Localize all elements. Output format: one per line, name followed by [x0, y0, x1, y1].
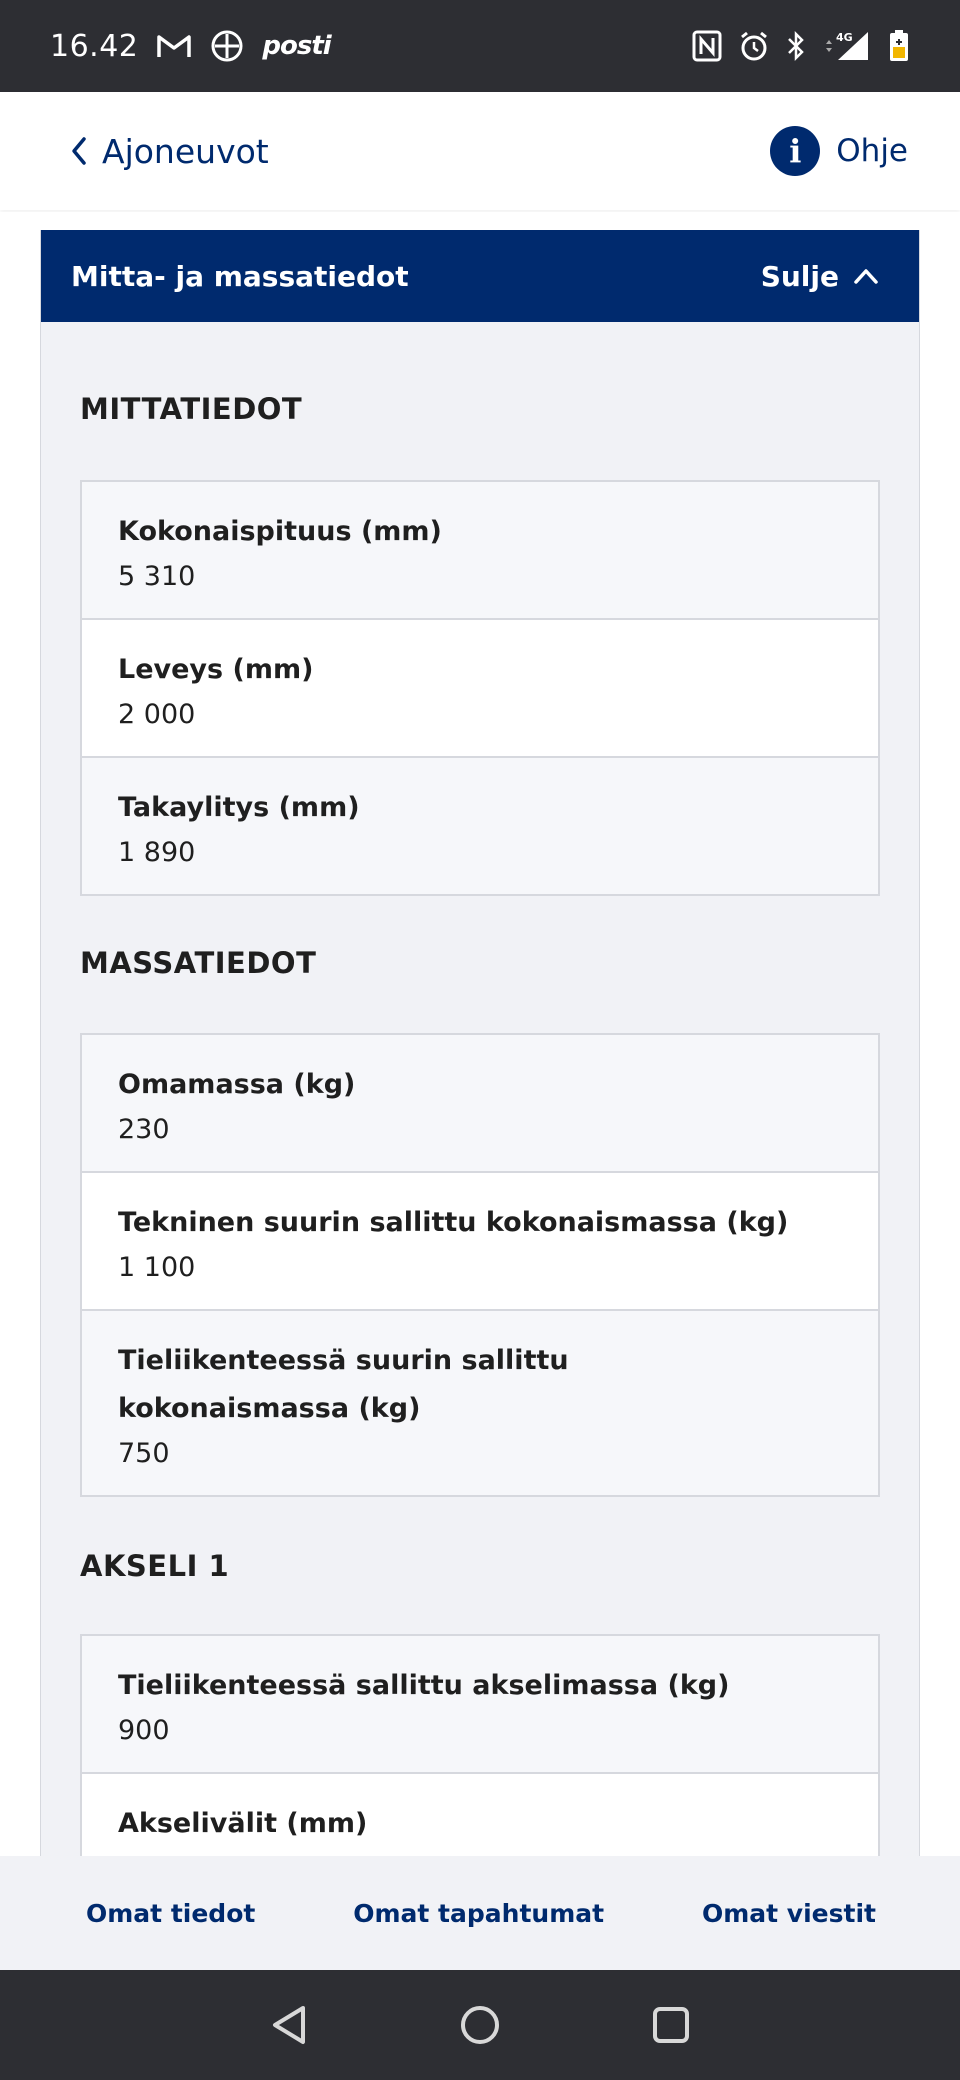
row-value: 2 000	[118, 699, 196, 730]
row-label: Tieliikenteessä sallittu akselimassa (kg)	[118, 1670, 730, 1701]
row-label: Omamassa (kg)	[118, 1069, 356, 1100]
accordion-title: Mitta- ja massatiedot	[71, 259, 409, 293]
app-header	[0, 92, 960, 210]
table-row	[82, 482, 878, 620]
table-row	[82, 1035, 878, 1173]
data-table-mittatiedot	[80, 480, 880, 896]
section-heading-massatiedot: MASSATIEDOT	[80, 946, 317, 980]
signal-icon	[822, 30, 872, 62]
back-button[interactable]	[70, 132, 269, 171]
nfc-icon	[692, 30, 722, 62]
help-button[interactable]	[770, 126, 908, 176]
network-type-label: 4G	[836, 31, 853, 44]
status-time: 16.42	[50, 28, 139, 64]
alarm-icon	[738, 30, 770, 62]
table-row	[82, 758, 878, 894]
posti-icon: posti	[262, 31, 331, 61]
square-recents-icon	[651, 2005, 691, 2045]
accordion-panel	[40, 230, 920, 1930]
row-label: Tekninen suurin sallittu kokonaismassa (kg)	[118, 1207, 789, 1238]
row-value: 750	[118, 1438, 170, 1469]
nav-omat-tiedot[interactable]: Omat tiedot	[86, 1898, 256, 1928]
circle-home-icon	[459, 2004, 501, 2046]
system-recents-button[interactable]	[651, 2005, 691, 2045]
content-area[interactable]	[0, 212, 960, 1855]
status-right	[692, 29, 910, 63]
section-heading-akseli: AKSELI 1	[80, 1549, 230, 1583]
bottom-nav	[0, 1856, 960, 1970]
accordion-header[interactable]	[41, 230, 919, 322]
accordion-close-label: Sulje	[760, 259, 839, 293]
row-label: Takaylitys (mm)	[118, 792, 360, 823]
chevron-up-icon	[853, 267, 879, 285]
accordion-body	[41, 322, 919, 1912]
data-table-massatiedot	[80, 1033, 880, 1497]
section-heading-mittatiedot: MITTATIEDOT	[80, 392, 303, 426]
help-label: Ohje	[836, 133, 908, 169]
app-icon	[210, 29, 244, 63]
nav-omat-tapahtumat[interactable]: Omat tapahtumat	[353, 1898, 605, 1928]
row-value: 5 310	[118, 561, 196, 592]
gmail-icon	[156, 32, 192, 60]
row-value: 1 890	[118, 837, 196, 868]
triangle-back-icon	[269, 2004, 309, 2046]
status-bar	[0, 0, 960, 92]
table-row	[82, 1636, 878, 1774]
row-label: Kokonaispituus (mm)	[118, 516, 442, 547]
row-value: 230	[118, 1114, 170, 1145]
row-label: Leveys (mm)	[118, 654, 314, 685]
accordion-close-button[interactable]	[761, 260, 879, 293]
table-row	[82, 1311, 878, 1495]
back-label: Ajoneuvot	[102, 131, 269, 171]
row-value: 900	[118, 1715, 170, 1746]
table-row	[82, 1173, 878, 1311]
status-left	[50, 29, 331, 64]
bluetooth-icon	[786, 30, 806, 62]
nav-omat-viestit[interactable]: Omat viestit	[701, 1898, 876, 1928]
info-icon: i	[770, 126, 820, 176]
system-home-button[interactable]	[459, 2004, 501, 2046]
row-label: Akselivälit (mm)	[118, 1808, 368, 1839]
row-label: Tieliikenteessä suurin sallittu kokonaismassa (kg)	[118, 1345, 569, 1424]
row-value: 1 100	[118, 1252, 196, 1283]
table-row	[82, 620, 878, 758]
battery-icon	[888, 29, 910, 63]
system-back-button[interactable]	[269, 2004, 309, 2046]
system-nav-bar	[0, 1970, 960, 2080]
chevron-left-icon	[70, 136, 88, 166]
